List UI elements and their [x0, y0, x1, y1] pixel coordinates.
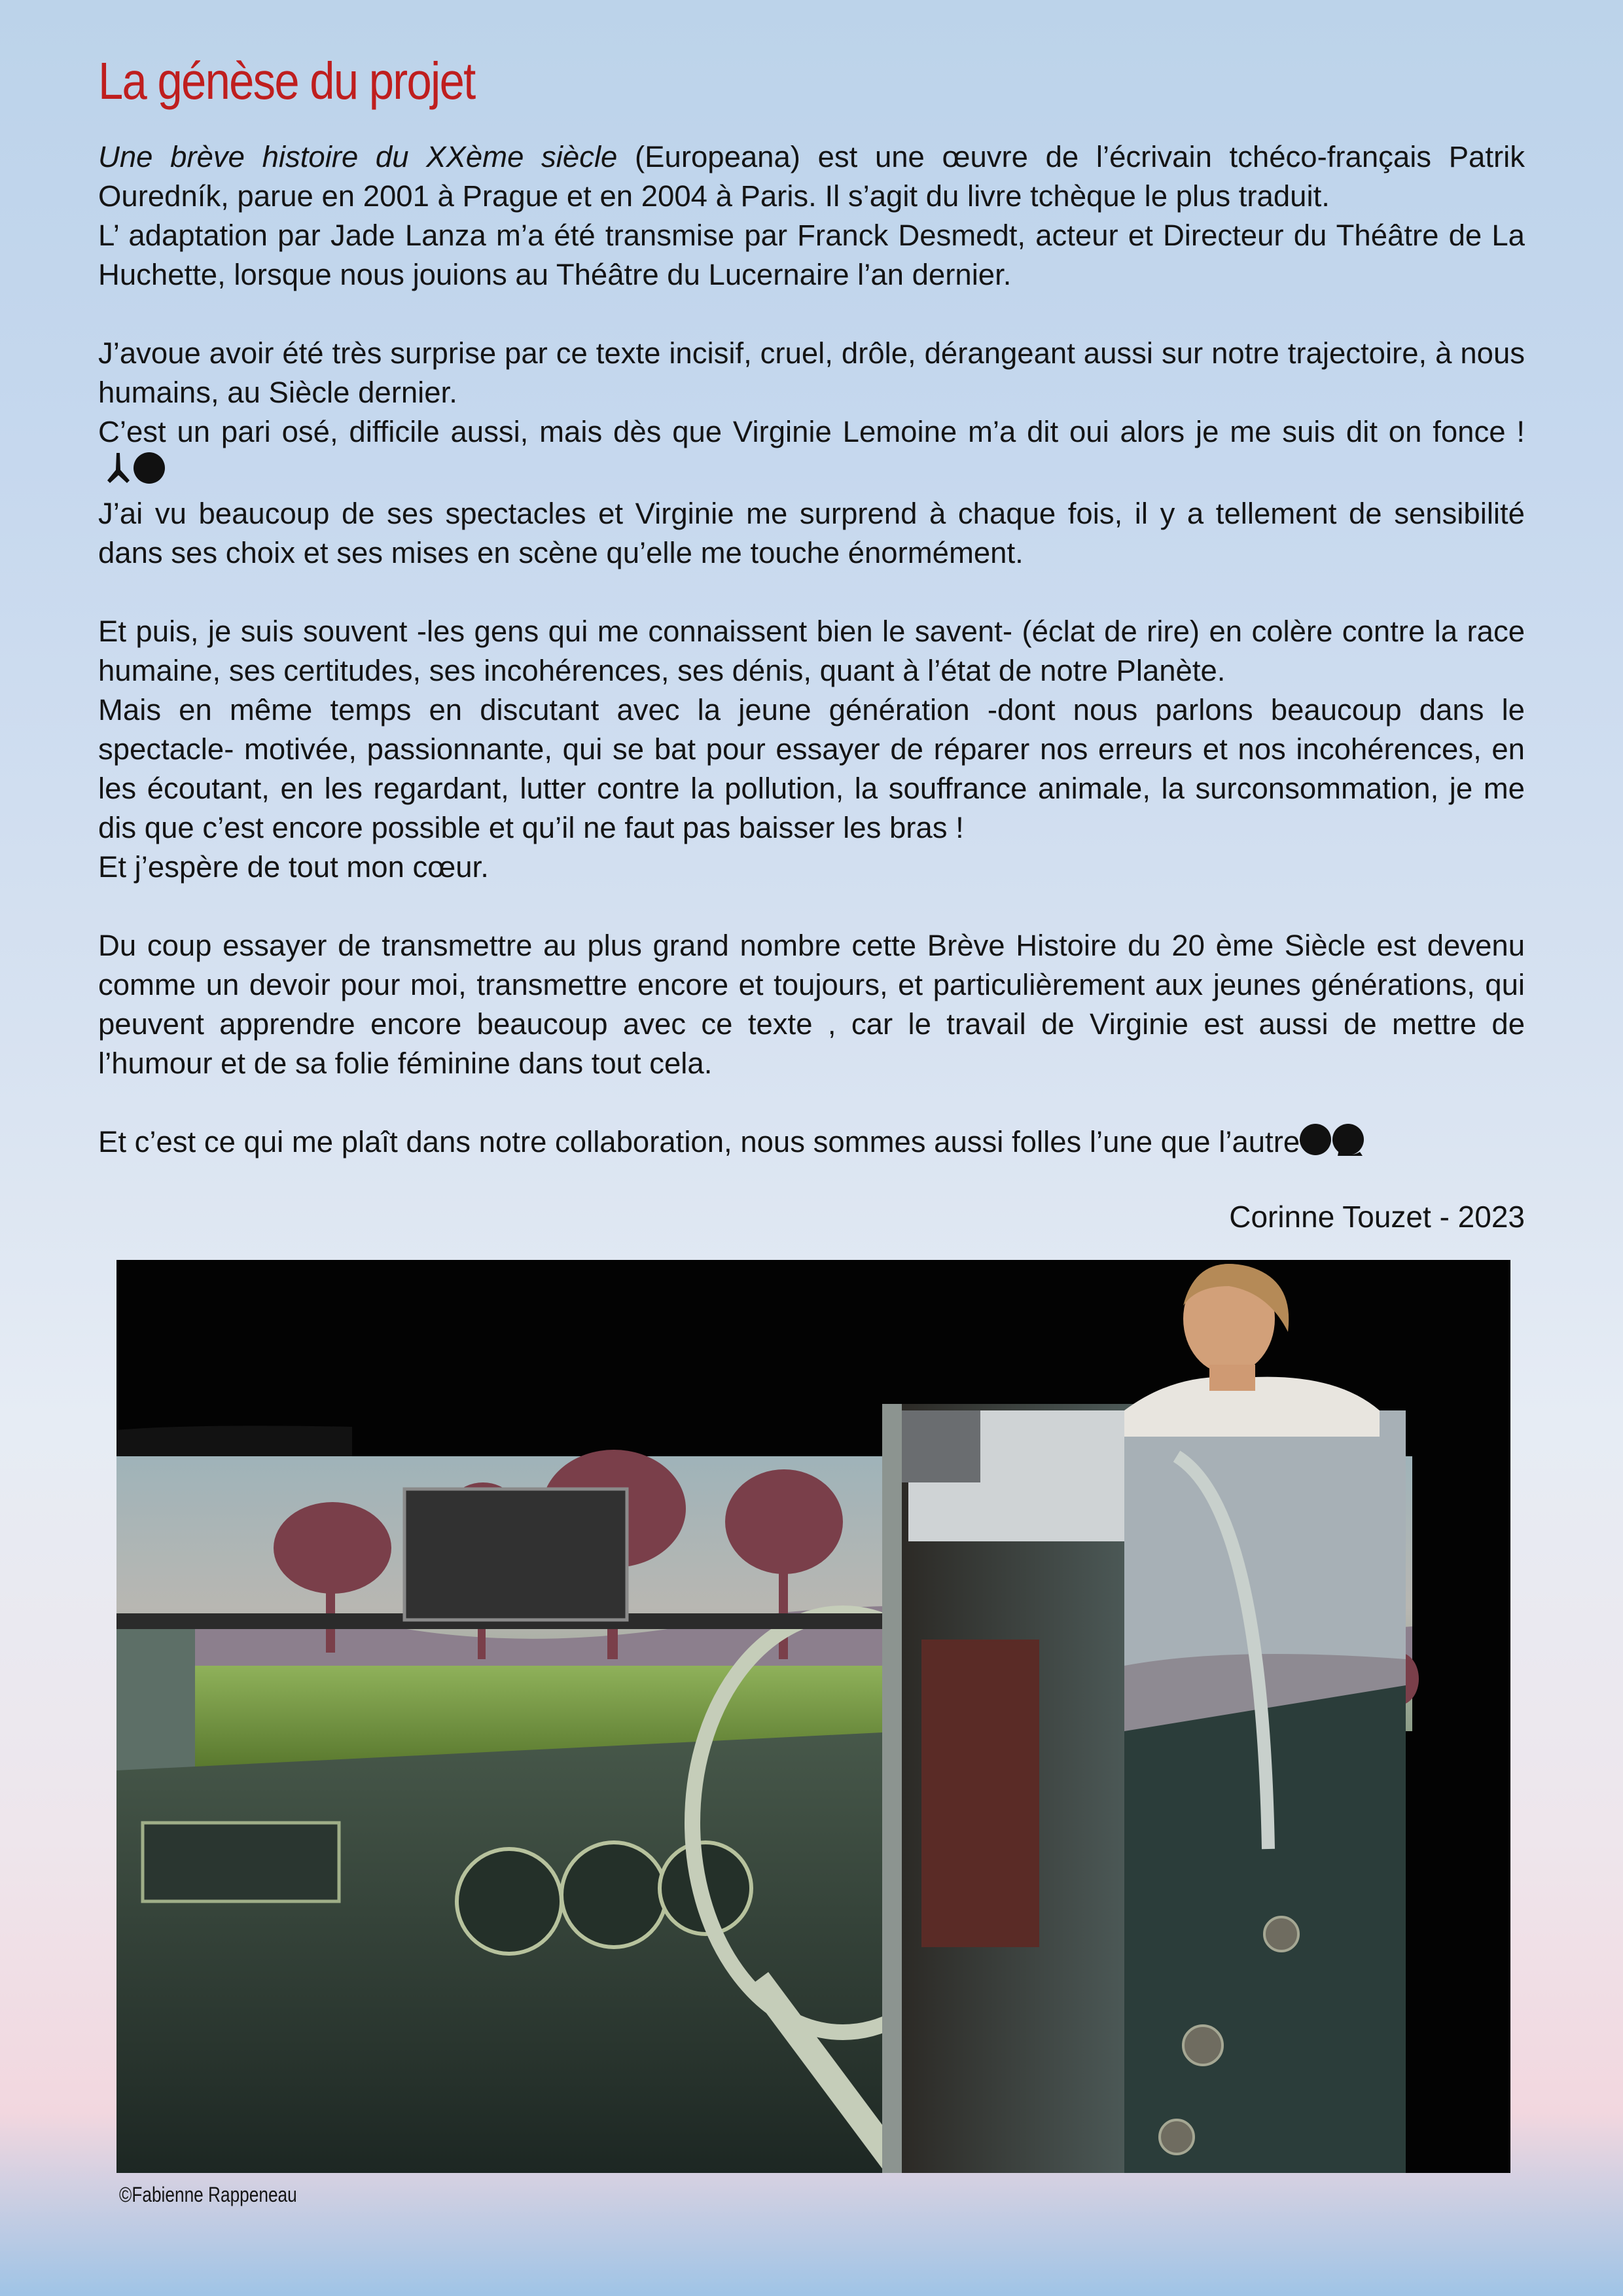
paragraph: J’avoue avoir été très surprise par ce texte incisif, cruel, drôle, dérangeant aussi sur notre trajectoire, à nous humains, au Siècle dernier.: [98, 336, 1525, 409]
paragraph: Et j’espère de tout mon cœur.: [98, 850, 489, 884]
stage-photo: [116, 1260, 1510, 2173]
paragraph: Et puis, je suis souvent -les gens qui me connaissent bien le savent- (éclat de rire) en colère contre la race humaine, ses certitudes, ses incohérences, ses dénis, quant à l’état de notre Planète.: [98, 615, 1525, 688]
signature: Corinne Touzet - 2023: [1229, 1200, 1525, 1234]
paragraph: C’est un pari osé, difficile aussi, mais dès que Virginie Lemoine m’a dit oui alors je me suis dit on fonce !: [98, 412, 1525, 494]
praying-hands-emoji-icon: [98, 452, 166, 494]
photo-credit: ©Fabienne Rappeneau: [119, 2183, 297, 2206]
stage-photo-illustration: [116, 1260, 1510, 2173]
article-body: [98, 137, 1525, 1166]
page-title: La génèse du projet: [98, 52, 475, 110]
paragraph: L’ adaptation par Jade Lanza m’a été transmise par Franck Desmedt, acteur et Directeur du Théâtre de La Huchette, lorsque nous jouions au Théâtre du Lucernaire l’an dernier.: [98, 219, 1525, 291]
paragraph: Et c’est ce qui me plaît dans notre collaboration, nous sommes aussi folles l’une que l’autre: [98, 1122, 1525, 1165]
paragraph: Du coup essayer de transmettre au plus grand nombre cette Brève Histoire du 20 ème Siècle est devenu comme un devoir pour moi, transmettre encore et toujours, et particulièrement aux jeunes générations, qui peuvent apprendre encore beaucoup avec ce texte , car le travail de Virginie est aussi de mettre de l’humour et de sa folie féminine dans tout cela.: [98, 929, 1525, 1081]
crazy-face-emoji-icon: [1300, 1123, 1372, 1166]
book-title: Une brève histoire du XXème siècle: [98, 140, 618, 173]
paragraph: J’ai vu beaucoup de ses spectacles et Virginie me surprend à chaque fois, il y a tellement de sensibilité dans ses choix et ses mises en scène qu’elle me touche énormément.: [98, 497, 1525, 570]
paragraph: Une brève histoire du XXème siècle (Europeana) est une œuvre de l’écrivain tchéco-français Patrik Ouredník, parue en 2001 à Prague et en 2004 à Paris. Il s’agit du livre tchèque le plus traduit.: [98, 140, 1525, 213]
paragraph: Mais en même temps en discutant avec la jeune génération -dont nous parlons beaucoup dans le spectacle- motivée, passionnante, qui se bat pour essayer de réparer nos erreurs et nos incohérences, en les écoutant, en les regardant, lutter contre la pollution, la souffrance animale, la surconsommation, je me dis que c’est encore possible et qu’il ne faut pas baisser les bras !: [98, 693, 1525, 845]
